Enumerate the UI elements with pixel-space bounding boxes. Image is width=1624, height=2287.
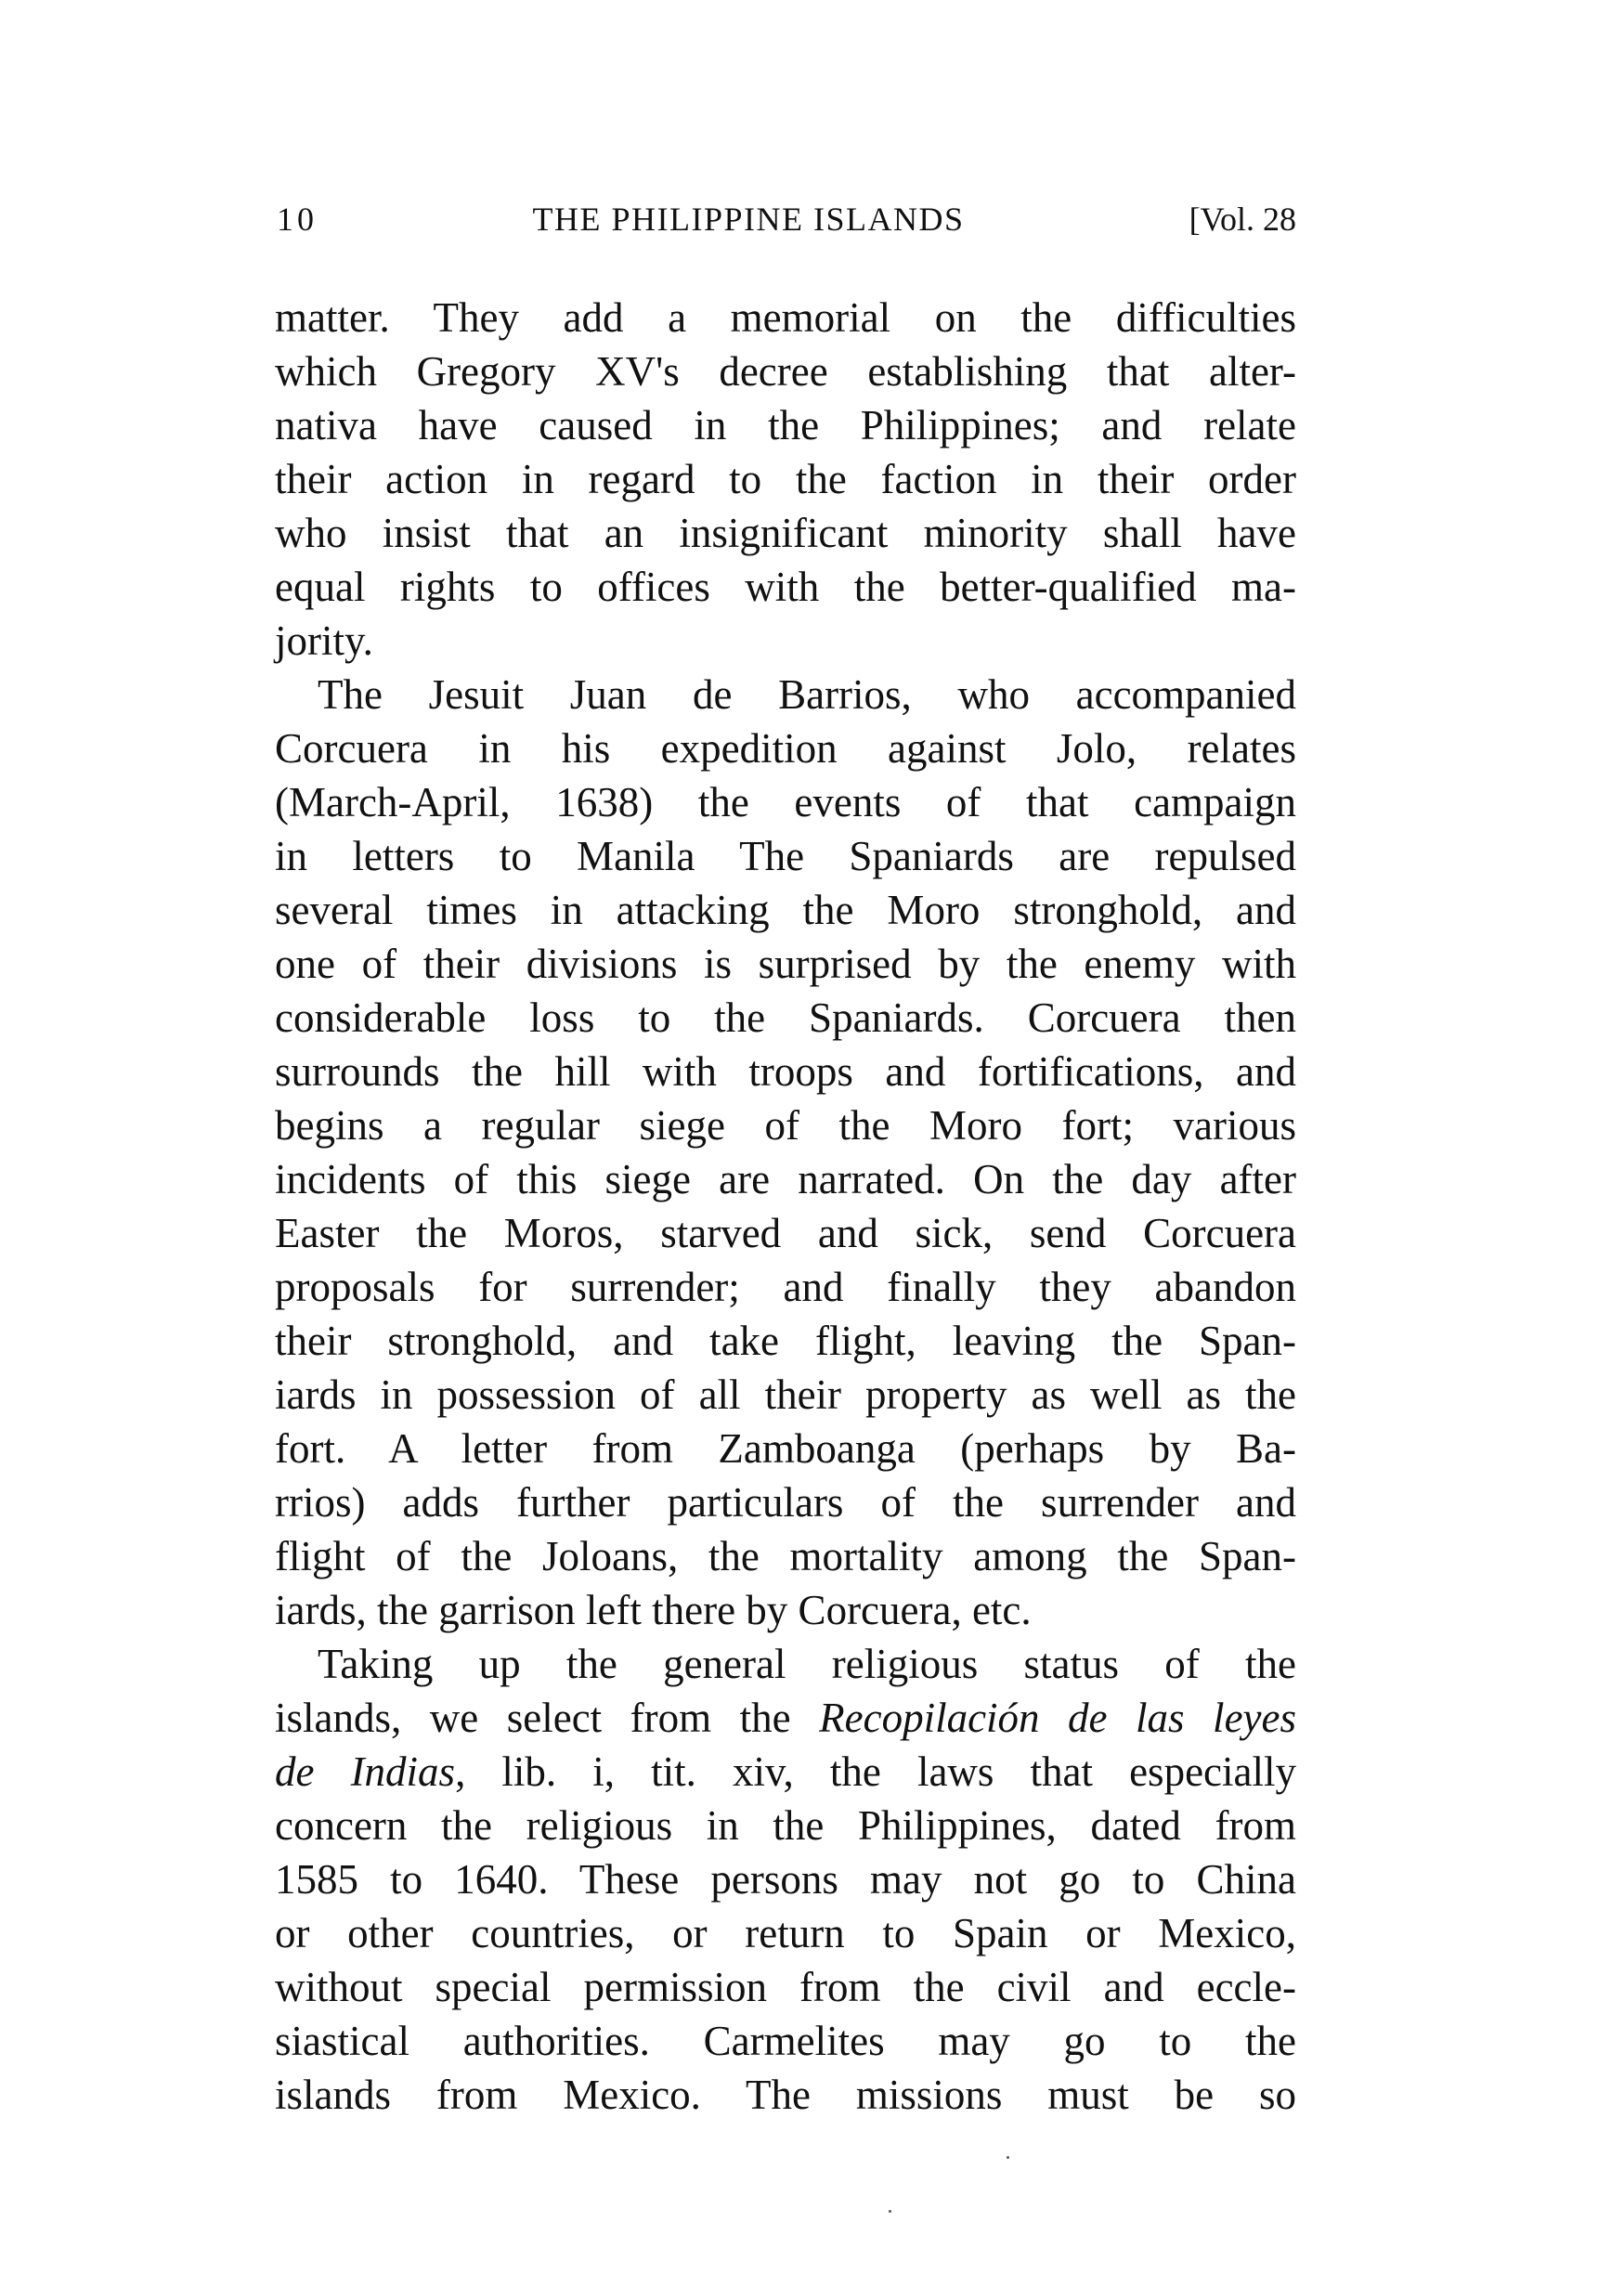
text-fragment: , lib. i, tit. xiv, the laws that especially	[455, 1748, 1296, 1795]
volume-label: [Vol. 28	[1189, 201, 1296, 238]
text-line: without special permission from the civil and eccle-	[275, 1964, 1296, 2010]
text-line: one of their divisions is surprised by the enemy with	[275, 941, 1296, 987]
text-line: Corcuera in his expedition against Jolo, relates	[275, 725, 1296, 772]
text-line: iards in possession of all their property as well as the	[275, 1371, 1296, 1418]
text-line: several times in attacking the Moro stronghold, and	[275, 887, 1296, 933]
text-line: who insist that an insignificant minority shall have	[275, 510, 1296, 556]
text-line: equal rights to offices with the better-qualified ma-	[275, 564, 1296, 610]
text-line: concern the religious in the Philippines, dated from	[275, 1802, 1296, 1849]
text-line: islands from Mexico. The missions must be so	[275, 2072, 1296, 2118]
page-number: 10	[277, 201, 318, 238]
text-line: proposals for surrender; and finally they abandon	[275, 1264, 1296, 1310]
running-title: THE PHILIPPINE ISLANDS	[532, 201, 965, 238]
text-line: (March-April, 1638) the events of that campaign	[275, 779, 1296, 825]
text-line: or other countries, or return to Spain or Mexico,	[275, 1910, 1296, 1956]
italic-title: de Indias	[275, 1748, 456, 1795]
text-line: considerable loss to the Spaniards. Corcuera then	[275, 994, 1296, 1041]
body-text	[275, 291, 1296, 2122]
text-line: 1585 to 1640. These persons may not go to China	[275, 1856, 1296, 1903]
text-line	[275, 1691, 1296, 1745]
text-line: nativa have caused in the Philippines; and relate	[275, 402, 1296, 448]
text-line: Easter the Moros, starved and sick, send Corcuera	[275, 1210, 1296, 1256]
text-line: in letters to Manila The Spaniards are repulsed	[275, 833, 1296, 879]
text-line: Taking up the general religious status of the	[318, 1641, 1296, 1687]
text-line: incidents of this siege are narrated. On the day after	[275, 1156, 1296, 1202]
text-fragment: islands, we select from the	[275, 1695, 820, 1741]
text-line: which Gregory XV's decree establishing that alter-	[275, 348, 1296, 395]
text-line: rrios) adds further particulars of the surrender and	[275, 1479, 1296, 1526]
text-line: matter. They add a memorial on the difficulties	[275, 294, 1296, 341]
text-line: fort. A letter from Zamboanga (perhaps by Ba-	[275, 1425, 1296, 1472]
text-line: The Jesuit Juan de Barrios, who accompanied	[318, 671, 1296, 718]
text-line: jority.	[275, 617, 373, 664]
scan-speck	[1007, 2156, 1009, 2159]
running-head	[275, 200, 1296, 246]
text-line: begins a regular siege of the Moro fort; various	[275, 1102, 1296, 1149]
text-line: surrounds the hill with troops and fortifications, and	[275, 1048, 1296, 1095]
text-line	[275, 1745, 1296, 1799]
italic-title: Recopilación de las leyes	[819, 1695, 1296, 1741]
text-line: flight of the Joloans, the mortality among the Span-	[275, 1533, 1296, 1579]
scan-speck	[889, 2210, 891, 2213]
text-line: siastical authorities. Carmelites may go to the	[275, 2018, 1296, 2064]
text-line: their stronghold, and take flight, leaving the Span-	[275, 1318, 1296, 1364]
text-line: their action in regard to the faction in their order	[275, 456, 1296, 502]
text-line: iards, the garrison left there by Corcuera, etc.	[275, 1587, 1032, 1633]
